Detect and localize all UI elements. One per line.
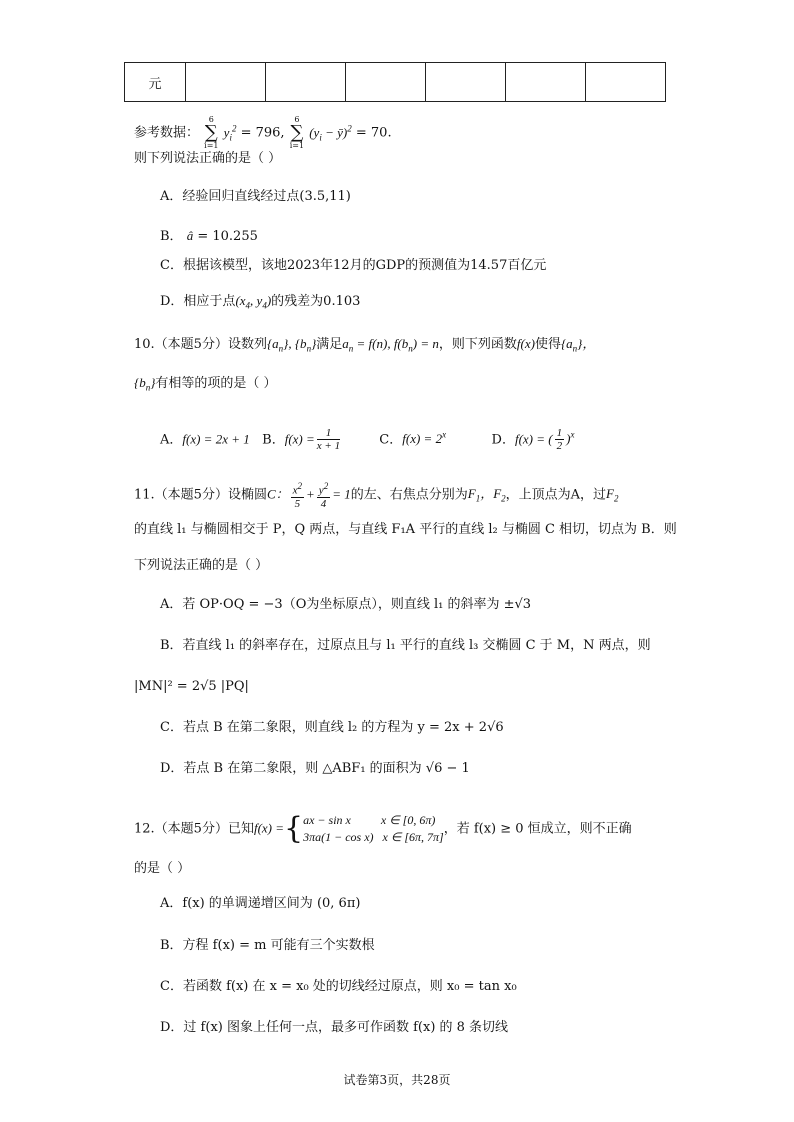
q11-mid: 的左、右焦点分别为 [350, 487, 468, 503]
sum-symbol: 6 ∑ i=1 [204, 115, 219, 150]
q9-option-d: D．相应于点($x_4$, $y_4$)的残差为0.103 [160, 293, 361, 311]
case2-domain: x ∈ [6π, 7π] [382, 830, 444, 844]
q10-option-c: C． [379, 432, 403, 448]
q11-line2: 的直线 l₁ 与椭圆相交于 P，Q 两点，与直线 F₁A 平行的直线 l₂ 与椭圆 C 相切，切点为 B．则 [134, 522, 677, 537]
q9-stem: 则下列说法正确的是（ ） [134, 151, 282, 166]
table-cell [346, 63, 426, 102]
q9-option-d-post: 的残差为0.103 [271, 294, 361, 309]
q10-option-b: B． [262, 432, 285, 448]
q12-line2: 的是（ ） [134, 861, 191, 876]
q10-line2: $\{b_n\}$有相等的项的是（ ） [134, 375, 277, 393]
q11-end: ，上顶点为A，过 [505, 487, 607, 503]
q10-option-a: A． [160, 432, 183, 448]
reference-data: 参考数据： 6 ∑ i=1 $y_i^2 = 796$, 6 ∑ i=1 ($y_i$ − ȳ)$^2$ = 70. [134, 115, 392, 150]
q10-options: A．f(x) = 2x + 1 B．f(x) = $\frac{1}{x + 1}$ C．$f(x) = 2^x$ D．f(x) = ( $\frac{1}{2}$ )$^x$ [160, 427, 575, 453]
q11-option-b-line2: |MN|² = 2√5 |PQ| [134, 679, 249, 694]
case1-domain: x ∈ [0, 6π) [380, 813, 436, 827]
q11-number: 11.（本题5分）设椭圆 [134, 487, 267, 503]
q10-tail: 使得 [534, 337, 561, 352]
q12-line1: 12.（本题5分）已知f(x) ={ax − sin x x ∈ [0, 6π) 3πa(1 − cos x) x ∈ [6π, 7π]，若 f(x) ≥ 0 恒成立，则不正确 [134, 811, 632, 846]
table-cell [586, 63, 666, 102]
reference-data-label: 参考数据： [134, 125, 200, 141]
q9-option-a: A．经验回归直线经过点(3.5,11) [160, 189, 351, 204]
case1-expr: ax − sin x [303, 813, 351, 827]
table-row [125, 63, 666, 102]
q11-line3: 下列说法正确的是（ ） [134, 558, 269, 573]
sum-symbol: 6 ∑ i=1 [289, 115, 305, 150]
table-cell [506, 63, 586, 102]
reference-end: . [387, 125, 392, 141]
q11-line1: 11.（本题5分）设椭圆C： $\frac{x^2}{5}$ + $\frac{y^2}{4}$ = 1的左、右焦点分别为$F_1$，$F_2$，上顶点为A，过$F_2$ [134, 481, 619, 510]
page-footer: 试卷第3页，共28页 [343, 1073, 451, 1087]
q11-option-c: C．若点 B 在第二象限，则直线 l₂ 的方程为 y = 2x + 2√6 [160, 720, 504, 735]
q10-number: 10.（本题5分）设数列 [134, 337, 267, 352]
table-cell [186, 63, 266, 102]
q10-line1: 10.（本题5分）设数列$\{a_n\}$, $\{b_n\}$满足$a_n = f(n)$, $f(b_n) = n$，则下列函数f(x)使得$\{a_n\}$， [134, 336, 596, 354]
case2-expr: 3πa(1 − cos x) [303, 830, 374, 844]
q12-option-b: B．方程 f(x) = m 可能有三个实数根 [160, 938, 375, 953]
q10-line2-text: 有相等的项的是（ ） [155, 376, 277, 391]
q12-option-d: D．过 f(x) 图象上任何一点，最多可作函数 f(x) 的 8 条切线 [160, 1020, 509, 1035]
q9-option-c: C．根据该模型，该地2023年12月的GDP的预测值为14.57百亿元 [160, 258, 547, 273]
q9-option-b-expr: = 10.255 [197, 229, 258, 244]
q12-tail: ，若 f(x) ≥ 0 恒成立，则不正确 [443, 821, 632, 837]
q10-end: ，则下列函数 [438, 337, 517, 352]
q11-option-d: D．若点 B 在第二象限，则 △ABF₁ 的面积为 √6 − 1 [160, 761, 470, 776]
data-table [124, 62, 666, 102]
table-cell [266, 63, 346, 102]
q12-option-c: C．若函数 f(x) 在 x = x₀ 处的切线经过原点，则 x₀ = tan x₀ [160, 979, 517, 994]
q9-option-d-pre: D．相应于点 [160, 294, 236, 309]
q9-option-b: B． â = 10.255 [160, 228, 258, 244]
table-cell-label: 元 [125, 63, 186, 102]
q12-number: 12.（本题5分）已知 [134, 821, 254, 837]
piecewise-cases [303, 812, 444, 846]
reference-expr-1: = 796, [240, 125, 285, 141]
reference-expr-2: = 70 [355, 125, 388, 141]
q10-mid: 满足 [316, 337, 343, 352]
table-cell [426, 63, 506, 102]
q11-option-a: A．若 OP·OQ = −3（O为坐标原点），则直线 l₁ 的斜率为 ±√3 [160, 597, 532, 612]
q9-option-b-label: B． [160, 229, 183, 244]
q11-option-b-line1: B．若直线 l₁ 的斜率存在，过原点且与 l₁ 平行的直线 l₃ 交椭圆 C 于 M，N 两点，则 [160, 638, 651, 653]
q12-option-a: A．f(x) 的单调递增区间为 (0, 6π) [160, 896, 361, 911]
q10-option-d: D． [491, 432, 515, 448]
